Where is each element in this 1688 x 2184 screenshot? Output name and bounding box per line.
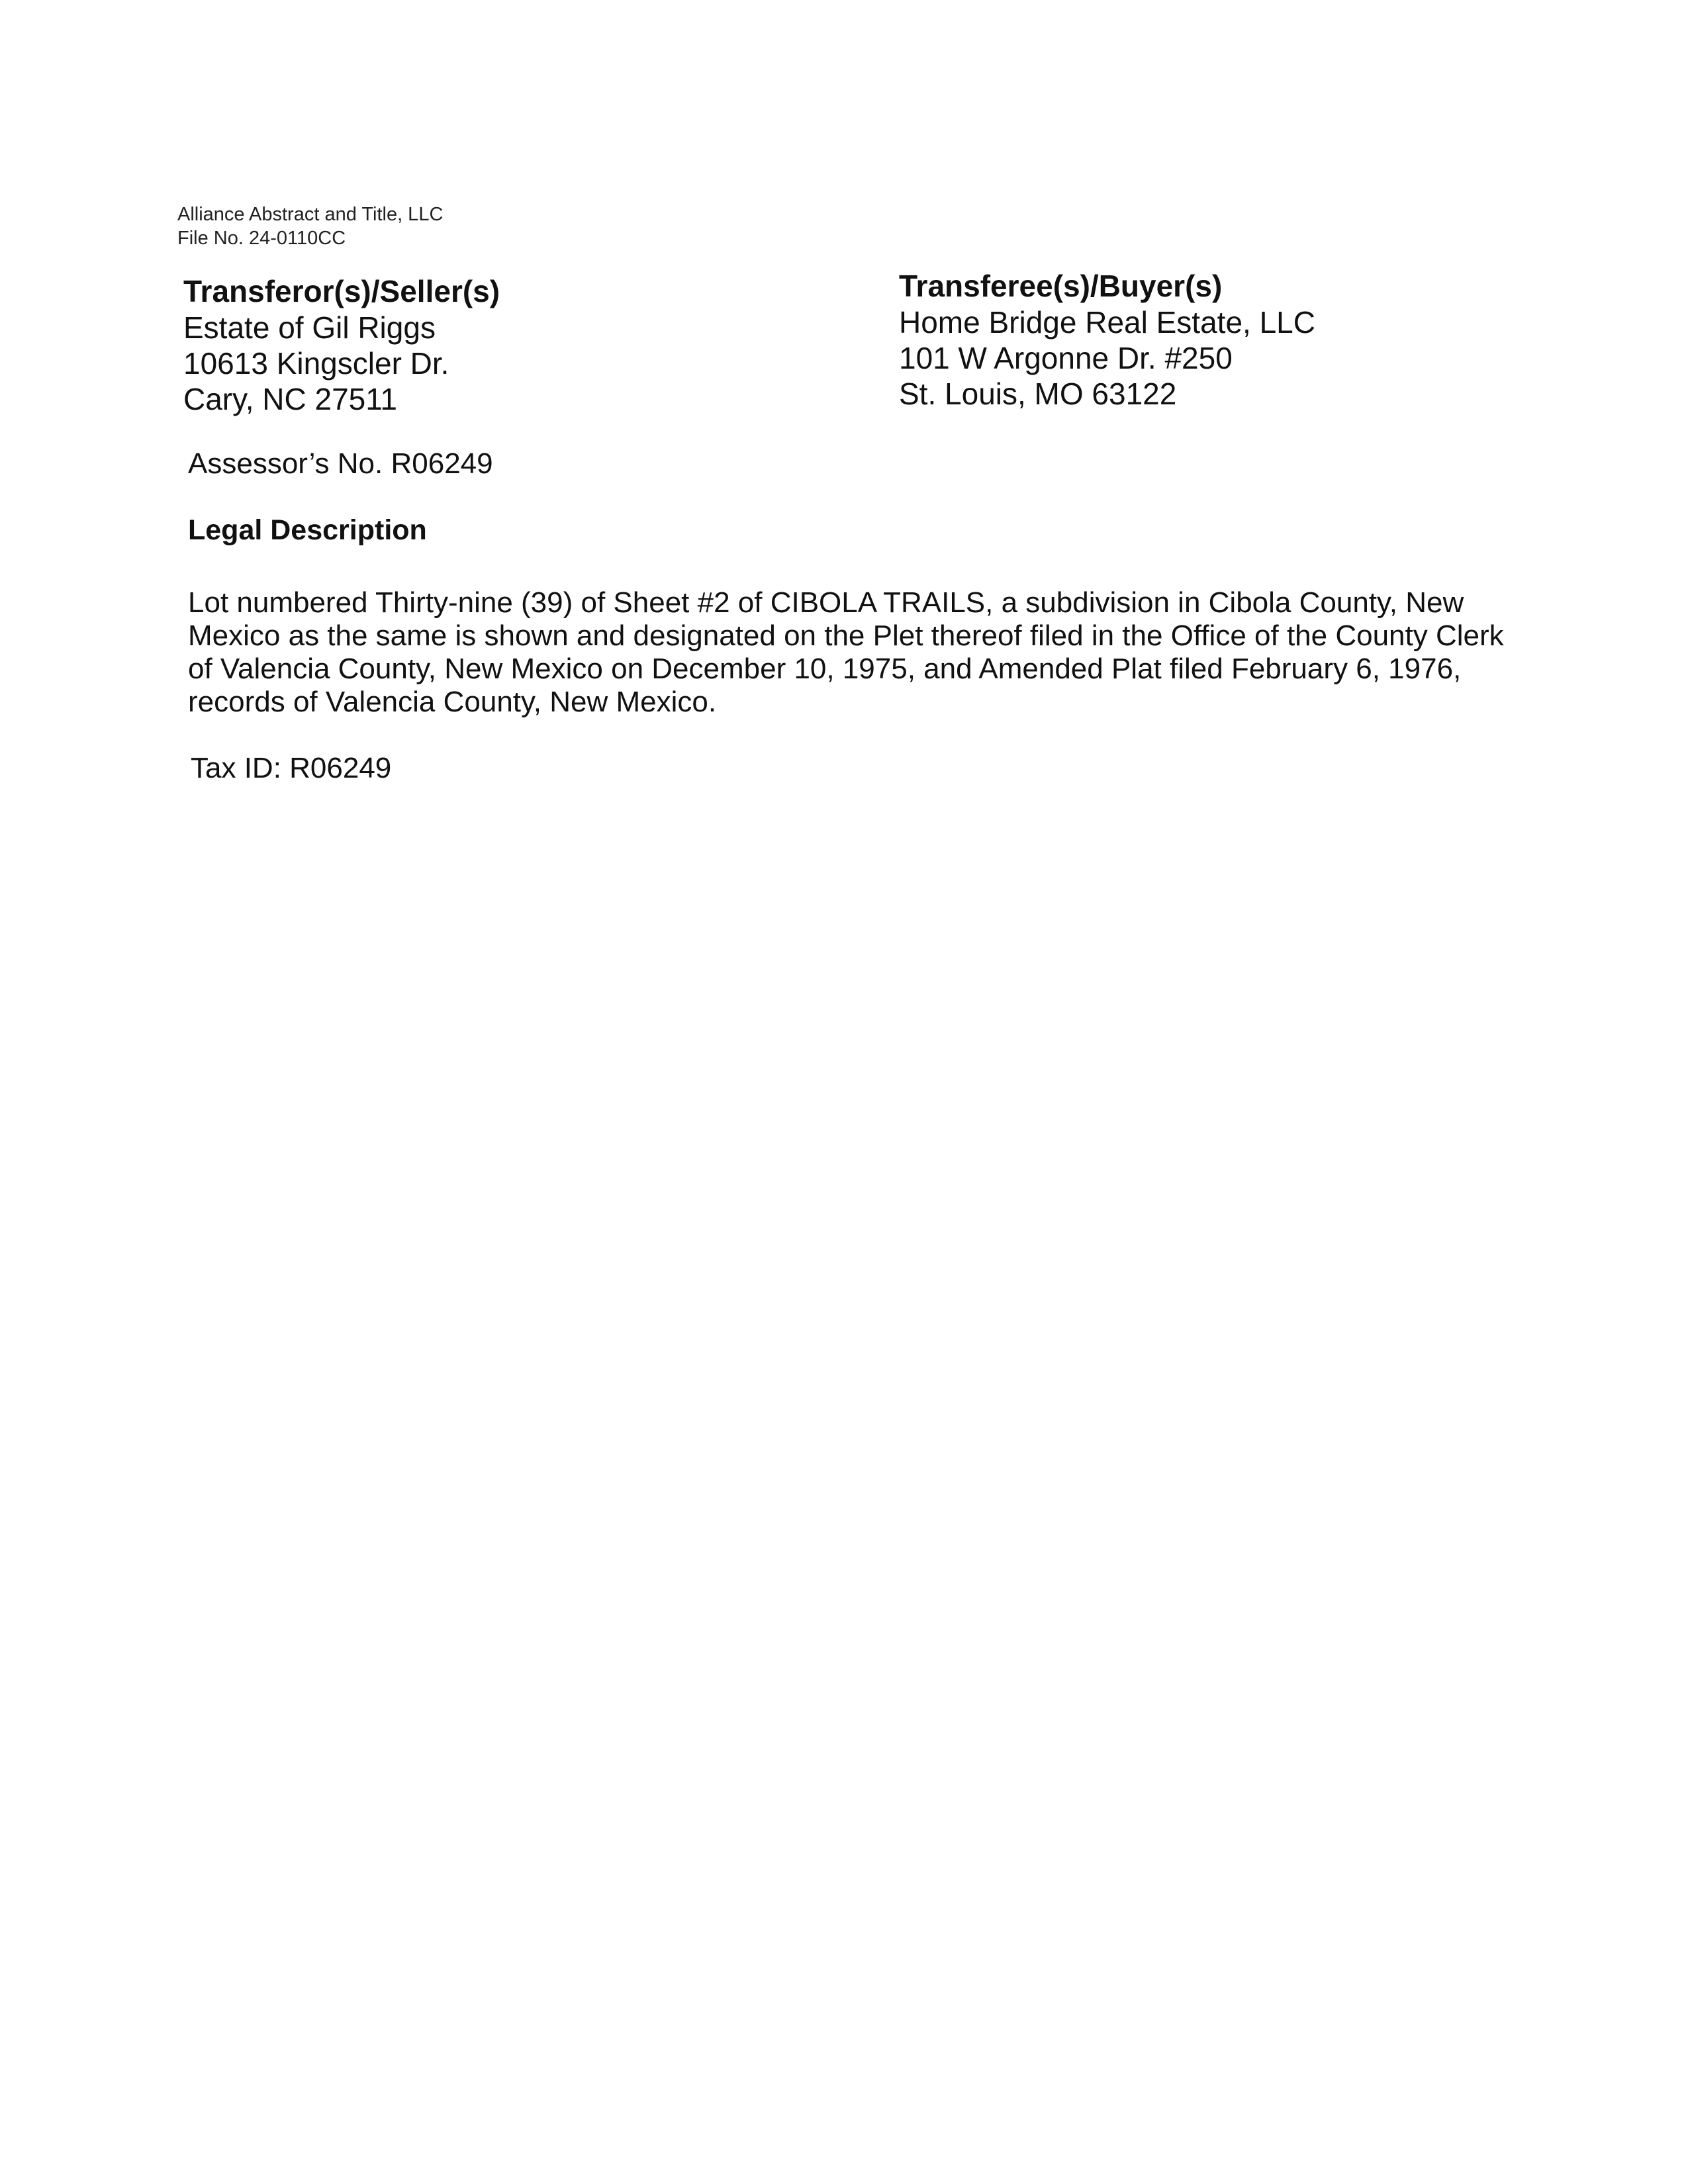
buyer-address-line-2: St. Louis, MO 63122 [899, 377, 1177, 411]
assessor-number: Assessor’s No. R06249 [188, 447, 493, 480]
buyer-name: Home Bridge Real Estate, LLC [899, 305, 1315, 340]
file-number: File No. 24-0110CC [177, 228, 346, 249]
company-name: Alliance Abstract and Title, LLC [177, 204, 444, 225]
legal-description-text: Lot numbered Thirty-nine (39) of Sheet #2 of CIBOLA TRAILS, a subdivision in Cibola County, New Mexico as the same is shown and designated on the Plet thereof filed in the Office of the County Clerk of Valencia County, New Mexico on December 10, 1975, and Amended Plat filed February 6, 1976, records of Valencia County, New Mexico. [188, 586, 1504, 718]
buyer-heading: Transferee(s)/Buyer(s) [899, 269, 1223, 303]
tax-id: Tax ID: R06249 [191, 752, 392, 784]
seller-name: Estate of Gil Riggs [183, 310, 436, 345]
document-header [177, 203, 443, 250]
buyer-block [899, 268, 1315, 412]
seller-address-line-1: 10613 Kingscler Dr. [183, 346, 449, 381]
legal-description-heading: Legal Description [188, 514, 427, 546]
seller-block [183, 273, 500, 417]
seller-heading: Transferor(s)/Seller(s) [183, 274, 500, 308]
seller-address-line-2: Cary, NC 27511 [183, 382, 397, 416]
buyer-address-line-1: 101 W Argonne Dr. #250 [899, 341, 1233, 375]
